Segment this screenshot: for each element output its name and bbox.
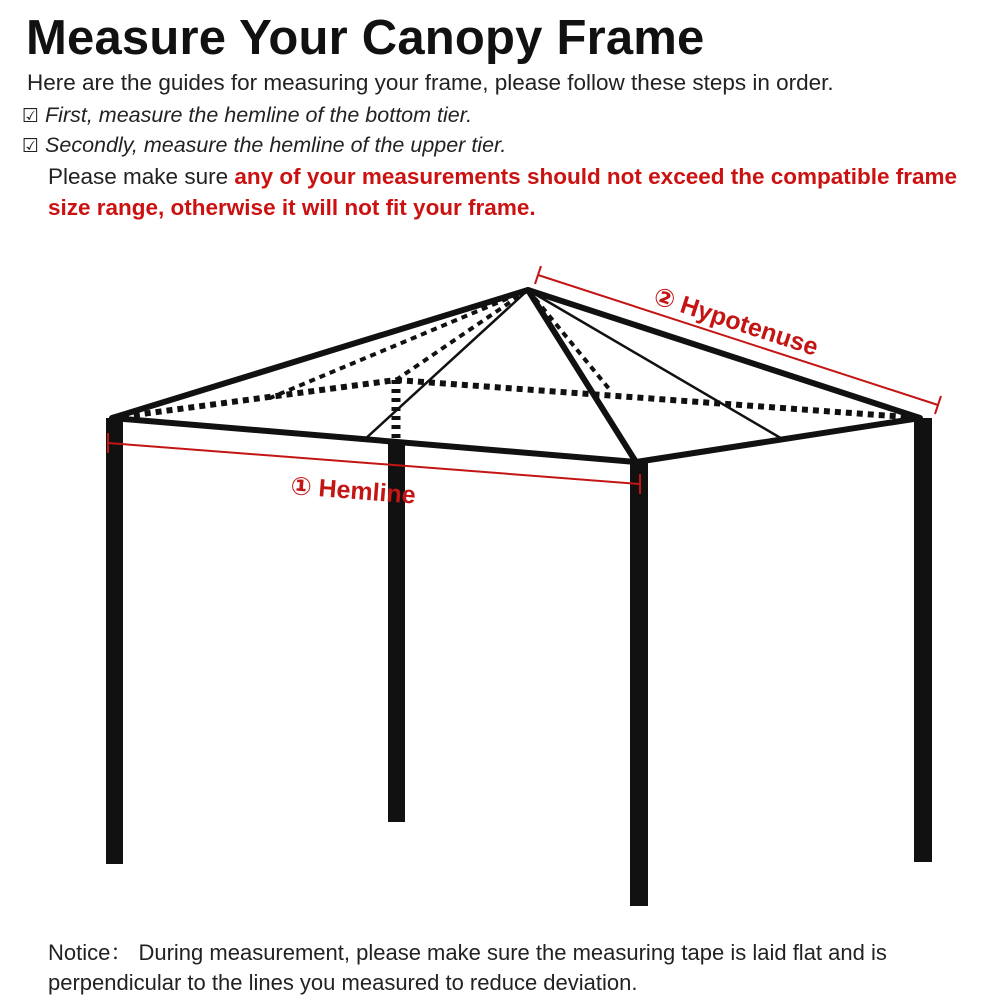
- hidden-edge-back-right: [396, 380, 920, 418]
- edge-front-right: [636, 418, 920, 462]
- hemline-label: ① Hemline: [289, 472, 417, 510]
- intro-text: Here are the guides for measuring your frame, please follow these steps in order.: [27, 70, 834, 95]
- hypotenuse-label: ② Hypotenuse: [650, 282, 822, 362]
- hidden-edge-back-left: [112, 380, 396, 418]
- leg-right: [914, 418, 932, 862]
- frame-edges: [112, 418, 920, 462]
- hidden-rib-1: [396, 290, 528, 380]
- step-second-text: Secondly, measure the hemline of the upper tier.: [45, 133, 507, 157]
- step-first-text: First, measure the hemline of the bottom tier.: [45, 103, 473, 127]
- leg-front: [630, 462, 648, 906]
- notice-text: Notice： During measurement, please make sure the measuring tape is laid flat and is perpendicular to the lines you measured to reduce deviation.: [48, 940, 887, 995]
- hidden-edges: [112, 290, 920, 440]
- edge-front-left: [112, 418, 636, 462]
- checkbox-tick-icon: ☑: [22, 136, 40, 157]
- warning-highlight: any of your measurements should not exceed the compatible frame size range, otherwise it will not fit your frame.: [48, 164, 958, 220]
- hypotenuse-measure-line: [538, 275, 938, 405]
- warning-prefix: Please make sure: [48, 164, 235, 189]
- leg-front-left: [106, 418, 123, 864]
- frame-legs: [106, 418, 932, 906]
- page-title: Measure Your Canopy Frame: [26, 11, 705, 65]
- ridge-front: [528, 290, 636, 462]
- ridge-left: [112, 290, 528, 418]
- checkbox-tick-icon: ☑: [22, 106, 40, 127]
